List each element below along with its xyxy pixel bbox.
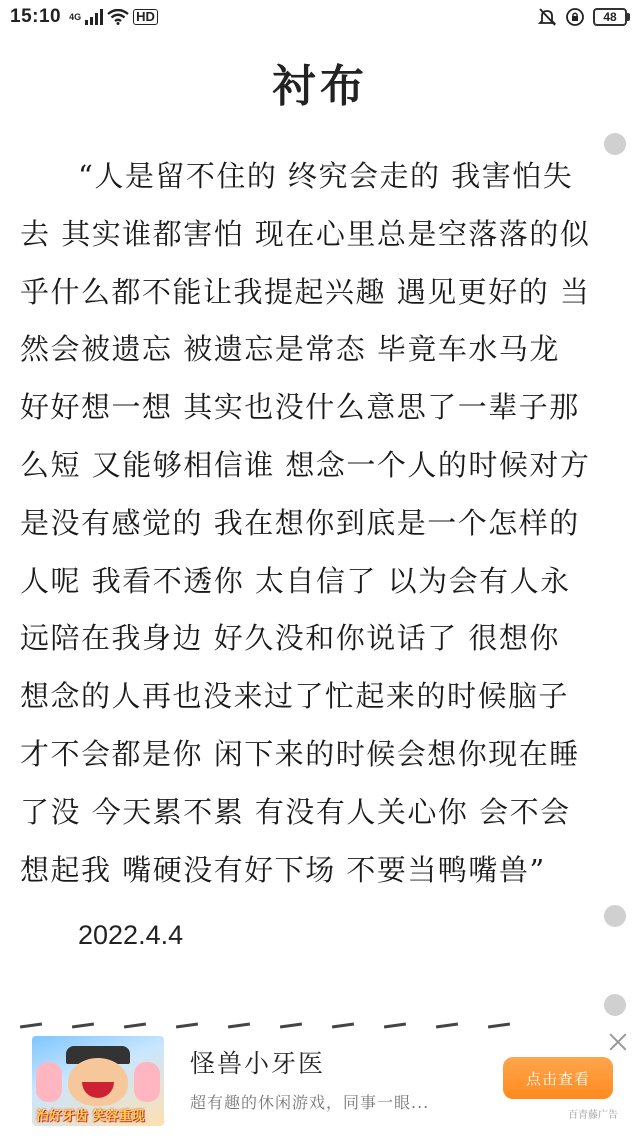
hd-icon: HD	[133, 9, 158, 25]
status-icons-right	[537, 7, 630, 27]
ad-description[interactable]: 超有趣的休闲游戏，同事一眼...	[190, 1093, 430, 1112]
wifi-icon	[107, 9, 129, 25]
ad-character	[134, 1062, 160, 1102]
ad-source-label: 百青藤广告	[568, 1110, 618, 1121]
ad-banner[interactable]	[0, 1030, 640, 1138]
status-icons-left	[69, 9, 158, 25]
ad-character	[36, 1062, 62, 1102]
status-bar	[0, 0, 640, 34]
signal-icon	[85, 9, 103, 25]
status-time: 15:10	[10, 6, 62, 27]
article-title: 衬布	[272, 61, 368, 112]
lock-rotation-icon	[565, 7, 585, 27]
scroll-indicator-dot[interactable]	[604, 994, 626, 1016]
battery-level: 48	[593, 8, 627, 26]
battery-icon	[593, 8, 630, 26]
mute-bell-icon	[537, 7, 557, 27]
close-icon[interactable]	[606, 1030, 630, 1054]
article-body: “人是留不住的 终究会走的 我害怕失去 其实谁都害怕 现在心里总是空落落的似乎什么都不能让我提起兴趣 遇见更好的 当然会被遗忘 被遗忘是常态 毕竟车水马龙 好好想一想 其实也没什么意思了一辈子那么短 又能够相信谁 想念一个人的时候对方是没有感觉的 我在想你到底是一个怎样的人呢 我看不透你 太自信了 以为会有人永远陪在我身边 好久没和你说话了 很想你 想念的人再也没来过了忙起来的时候脑子才不会都是你 闲下来的时候会想你现在睡了没 今天累不累 有没有人关心你 会不会想起我 嘴硬没有好下场 不要当鸭嘴兽”	[20, 159, 591, 887]
ad-game-image[interactable]	[32, 1036, 164, 1126]
ad-view-button[interactable]: 点击查看	[503, 1057, 613, 1099]
scroll-indicator-dot[interactable]	[604, 133, 626, 155]
network-type-label: 4G	[69, 11, 82, 22]
ad-image-caption: 治好牙齿 笑容重现	[36, 1109, 145, 1124]
ad-app-name[interactable]: 怪兽小牙医	[190, 1049, 326, 1078]
scroll-indicator-dot[interactable]	[604, 905, 626, 927]
article-date: 2022.4.4	[78, 920, 184, 950]
